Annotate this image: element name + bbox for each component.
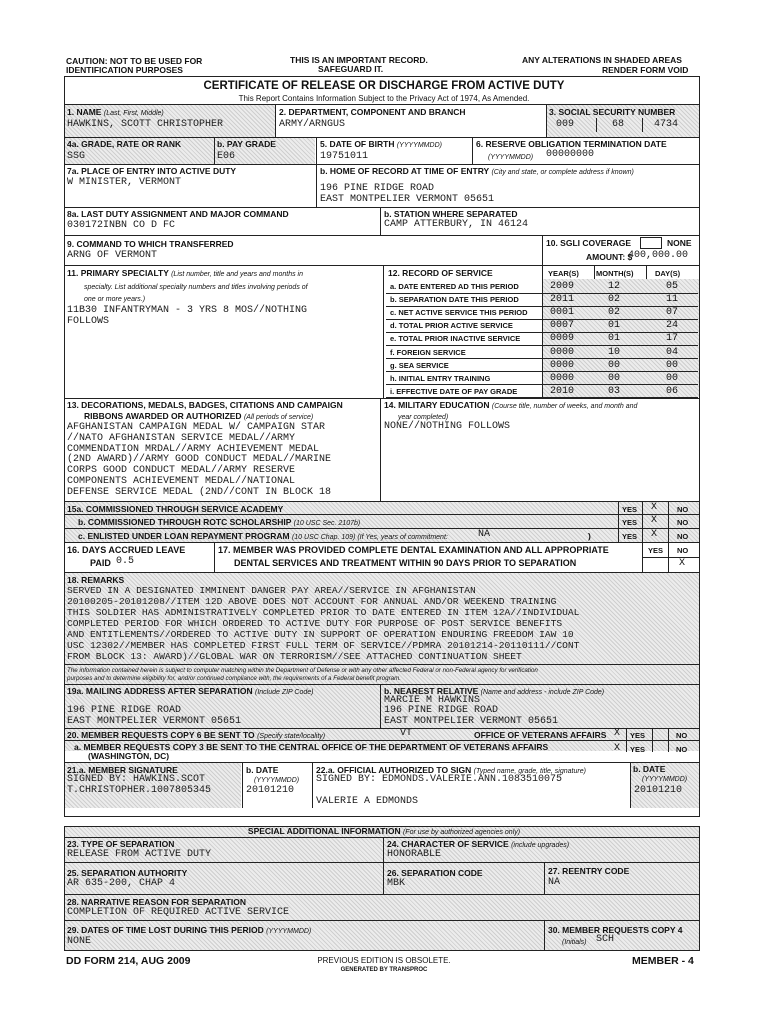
record-row [386,346,698,358]
field-8a-label: 8a. LAST DUTY ASSIGNMENT AND MAJOR COMMAND [67,209,289,219]
time-lost-value: NONE [67,936,92,947]
record-row [386,385,698,397]
remarks-line: AND ENTITLEMENTS//ORDERED TO ACTIVE DUTY IN SUPPORT OF OPERATION ENDURING FREEDOM IAW 10 [67,629,574,640]
field-23-label: 23. TYPE OF SEPARATION [67,839,175,849]
field-10-label: 10. SGLI COVERAGE [546,238,632,248]
date-of-birth-value: 19751011 [320,151,369,162]
record-row-months: 12 [608,281,621,292]
field-1-label: 1. NAME (Last, First, Middle) [67,107,164,117]
sgli-none-label: NONE [667,238,692,248]
record-row [386,372,698,384]
grade-value: SSG [67,151,86,162]
record-row-years: 0000 [550,372,575,384]
field-11-hint-2: specialty. List additional specialty numbers and titles involving periods of [84,284,308,291]
record-row [386,319,698,331]
special-info-header: SPECIAL ADDITIONAL INFORMATION (For use by authorized agencies only) [247,826,521,836]
computer-matching-notice-1: The information contained herein is subject to computer matching within the Department of Defense or with any other affected Federal or non-Federal agency for verification [67,667,538,674]
alterations-line-1: ANY ALTERATIONS IN SHADED AREAS [522,55,682,65]
department-value: ARMY/ARNGUS [279,119,346,130]
field-12-label: 12. RECORD OF SERVICE [388,268,493,278]
field-3-label: 3. SOCIAL SECURITY NUMBER [549,107,676,117]
separation-code-value: MBK [387,878,406,889]
decoration-line: AFGHANISTAN CAMPAIGN MEDAL W/ CAMPAIGN STAR [67,422,326,433]
type-of-separation-value: RELEASE FROM ACTIVE DUTY [67,849,212,860]
record-row-years: 2010 [550,385,575,397]
field-28-label: 28. NARRATIVE REASON FOR SEPARATION [67,897,246,907]
field-29-label: 29. DATES OF TIME LOST DURING THIS PERIOD (YYYYMMDD) [67,925,312,935]
remarks-line: THIS SOLDIER HAS ADMINISTRATIVELY COMPLETED PRIOR TO DATE ENTERED IN ITEM 12A//INDIVIDUAL [67,607,580,618]
record-row-days: 04 [666,346,679,358]
decoration-line: (2ND AWARD)//ARMY GOOD CONDUCT MEDAL//MARINE [67,454,332,466]
sgli-amount-value: 400,000.00 [628,250,689,261]
field-21b-hint: (YYYYMMDD) [254,777,300,784]
remarks-line: SERVED IN A DESIGNATED IMMINENT DANGER PAY AREA//SERVICE IN AFGHANISTAN [67,585,476,596]
primary-specialty-line-1: 11B30 INFANTRYMAN - 3 YRS 8 MOS//NOTHING [67,305,308,316]
record-row-days: 00 [666,359,679,371]
20a-yes-label: YES [630,745,646,754]
field-14-hint-2: year completed) [398,414,449,421]
last-duty-assignment-value: 030172INBN CO D FC [67,220,176,231]
member-signature-line-1: SIGNED BY: HAWKINS.SCOT [67,774,206,785]
record-row-months: 01 [608,333,621,345]
record-row-years: 0009 [550,333,575,345]
field-27-label: 27. REENTRY CODE [548,866,630,876]
official-signature-line-1: SIGNED BY: EDMONDS.VALERIE.ANN.1083510075 [316,774,563,785]
official-signature-line-2: VALERIE A EDMONDS [316,796,419,807]
record-row [386,293,698,305]
mailing-address-line-2: EAST MONTPELIER VERMONT 05651 [67,716,242,727]
record-row [386,332,698,344]
record-row-months: 02 [608,307,621,319]
record-row-label: g. SEA SERVICE [390,360,449,370]
15c-x-mark: X [651,529,658,540]
15b-x-mark: X [651,515,658,526]
member-signature-date: 20101210 [246,785,295,796]
field-19a-label: 19a. MAILING ADDRESS AFTER SEPARATION (Include ZIP Code) [67,686,314,696]
record-row-label: i. EFFECTIVE DATE OF PAY GRADE [390,386,518,396]
20-x-mark: X [614,728,621,739]
office-veterans-affairs-label: OFFICE OF VETERANS AFFAIRS [474,730,607,740]
caution-line-2: IDENTIFICATION PURPOSES [66,65,183,75]
command-transferred-value: ARNG OF VERMONT [67,250,158,261]
sgli-none-checkbox [640,237,662,249]
field-14-label: 14. MILITARY EDUCATION (Course title, number of weeks, and month and [384,400,638,410]
decoration-line: DEFENSE SERVICE MEDAL (2ND//CONT IN BLOCK 18 [67,486,332,498]
record-row-label: b. SEPARATION DATE THIS PERIOD [390,295,519,305]
field-18-label: 18. REMARKS [67,575,125,585]
nearest-relative-line-1: MARCIE M HAWKINS [384,695,481,706]
record-row [386,306,698,318]
17-yes-label: YES [648,546,664,555]
important-record-line-1: THIS IS AN IMPORTANT RECORD. [290,55,428,65]
record-row-days: 17 [666,333,679,345]
col-day-header: DAY(S) [655,269,681,278]
record-row-years: 2009 [550,281,575,292]
record-row-months: 10 [608,346,621,358]
field-20-label: 20. MEMBER REQUESTS COPY 6 BE SENT TO (Specify state/locality) [67,730,326,740]
15a-yes-label: YES [622,505,638,514]
remarks-line: USC 12302//MEMBER HAS COMPLETED FIRST FULL TERM OF SERVICE//PDMRA 20101214-20110111//CONT [67,640,580,651]
home-of-record-line-2: EAST MONTPELIER VERMONT 05651 [320,194,495,205]
nearest-relative-line-3: EAST MONTPELIER VERMONT 05651 [384,716,559,727]
field-17-line-2: DENTAL SERVICES AND TREATMENT WITHIN 90 DAYS PRIOR TO SEPARATION [234,558,577,568]
15c-no-label: NO [677,532,689,541]
pay-grade-value: E06 [217,151,236,162]
record-row-months: 03 [608,385,621,397]
loan-commitment-value: NA [478,529,491,540]
privacy-act-note: This Report Contains Information Subject to the Privacy Act of 1974, As Amended. [238,94,530,103]
17-x-mark: X [679,558,686,569]
ssn-part-1: 009 [556,119,575,130]
field-30-label: 30. MEMBER REQUESTS COPY 4 [548,925,683,935]
field-6-hint: (YYYYMMDD) [488,154,534,161]
record-row-years: 0000 [550,346,575,358]
station-separated-value: CAMP ATTERBURY, IN 46124 [384,219,529,230]
15b-yes-label: YES [622,518,638,527]
computer-matching-notice-2: purposes and to determine eligibility for, and/or continued compliance with, the requirements of a Federal benefit program. [67,675,401,682]
mailing-address-line-1: 196 PINE RIDGE ROAD [67,705,182,716]
ssn-part-2: 68 [612,119,625,130]
place-of-entry-value: W MINISTER, VERMONT [67,177,182,188]
field-22b-label: b. DATE [633,764,666,774]
record-row-label: h. INITIAL ENTRY TRAINING [390,373,491,383]
field-21b-label: b. DATE [246,765,279,775]
copy-4-initials-value: SCH [596,934,615,945]
15b-no-label: NO [677,518,689,527]
15c-yes-label: YES [622,532,638,541]
previous-edition-note: PREVIOUS EDITION IS OBSOLETE. [317,956,451,965]
field-15c-label: c. ENLISTED UNDER LOAN REPAYMENT PROGRAM (10 USC Chap. 109) (If Yes, years of commitment: [78,531,448,541]
sgli-amount-label: AMOUNT: $ [586,252,633,262]
remarks-line: FROM BLOCK 13: AWARD)//GLOBAL WAR ON TERRORISM//SEE ATTACHED CONTINUATION SHEET [67,651,522,662]
field-11-label: 11. PRIMARY SPECIALTY (List number, title and years and months in [67,268,303,278]
record-row [386,280,698,292]
decoration-line: CORPS GOOD CONDUCT MEDAL//ARMY RESERVE [67,465,296,477]
loan-commitment-close: ) [588,531,591,541]
field-21a-label: 21.a. MEMBER SIGNATURE [67,765,178,775]
decoration-line: //NATO AFGHANISTAN SERVICE MEDAL//ARMY [67,432,296,444]
record-row-years: 0001 [550,307,575,319]
record-row-years: 2011 [550,294,575,306]
field-22b-hint: (YYYYMMDD) [642,776,688,783]
record-row-days: 11 [666,294,679,306]
generated-by-note: GENERATED BY TRANSPROC [340,967,428,973]
field-20a-line-1: a. MEMBER REQUESTS COPY 3 BE SENT TO THE CENTRAL OFFICE OF THE DEPARTMENT OF VETERANS AFFAIRS [74,742,549,752]
field-8b-label: b. STATION WHERE SEPARATED [384,209,518,219]
field-26-label: 26. SEPARATION CODE [387,868,483,878]
record-row-label: d. TOTAL PRIOR ACTIVE SERVICE [390,321,513,331]
field-20a-line-2: (WASHINGTON, DC) [88,751,170,761]
official-signature-date: 20101210 [634,785,683,796]
field-7a-label: 7a. PLACE OF ENTRY INTO ACTIVE DUTY [67,166,237,176]
field-13-label-1: 13. DECORATIONS, MEDALS, BADGES, CITATIONS AND CAMPAIGN [67,400,343,410]
record-row-days: 06 [666,385,679,397]
decoration-line: COMPONENTS ACHIEVEMENT MEDAL//NATIONAL [67,476,296,487]
field-11-hint-3: one or more years.) [84,296,146,303]
field-15a-label: 15a. COMMISSIONED THROUGH SERVICE ACADEMY [67,504,284,514]
record-row [386,359,698,371]
record-row-days: 05 [666,281,679,292]
field-30-hint: (Initials) [562,939,587,946]
20a-no-label: NO [676,745,688,754]
reentry-code-value: NA [548,877,561,888]
record-row-months: 00 [608,372,621,384]
character-of-service-value: HONORABLE [387,849,442,860]
record-row-label: c. NET ACTIVE SERVICE THIS PERIOD [390,308,528,318]
field-16-label: 16. DAYS ACCRUED LEAVE [67,545,186,555]
field-22a-label: 22.a. OFFICIAL AUTHORIZED TO SIGN (Typed name, grade, title, signature) [316,765,586,775]
narrative-reason-value: COMPLETION OF REQUIRED ACTIVE SERVICE [67,907,290,918]
remarks-line: COMPLETED PERIOD FOR WHICH ORDERED TO ACTIVE DUTY FOR PURPOSE OF POST SERVICE BENEFITS [67,618,563,629]
15a-x-mark: X [651,502,658,513]
record-row-label: e. TOTAL PRIOR INACTIVE SERVICE [390,334,521,344]
name-value: HAWKINS, SCOTT CHRISTOPHER [67,119,224,130]
field-25-label: 25. SEPARATION AUTHORITY [67,868,188,878]
17-no-label: NO [677,546,689,555]
accrued-leave-value: 0.5 [116,556,135,567]
field-15b-label: b. COMMISSIONED THROUGH ROTC SCHOLARSHIP (10 USC Sec. 2107b) [78,517,361,527]
important-record-line-2: SAFEGUARD IT. [318,64,384,74]
field-5-label: 5. DATE OF BIRTH (YYYYMMDD) [320,139,442,149]
military-education-value: NONE//NOTHING FOLLOWS [384,421,511,432]
15a-no-label: NO [677,505,689,514]
decoration-line: COMMENDATION MRDAL//ARMY ACHIEVEMENT MEDAL [67,443,320,455]
field-13-label-2: RIBBONS AWARDED OR AUTHORIZED (All periods of service) [84,411,314,421]
ssn-part-3: 4734 [654,119,679,130]
20a-x-mark: X [614,743,621,754]
record-row-months: 02 [608,294,621,306]
20-yes-label: YES [630,731,646,740]
record-row-days: 07 [666,307,679,319]
field-7b-label: b. HOME OF RECORD AT TIME OF ENTRY (City and state, or complete address if known) [320,166,634,176]
col-year-header: YEAR(S) [548,269,579,278]
field-6-label: 6. RESERVE OBLIGATION TERMINATION DATE [476,139,667,149]
member-signature-line-2: T.CHRISTOPHER.1007805345 [67,785,212,796]
field-4b-label: b. PAY GRADE [217,139,276,149]
field-9-label: 9. COMMAND TO WHICH TRANSFERRED [67,239,234,249]
home-of-record-line-1: 196 PINE RIDGE ROAD [320,183,435,194]
caution-line-1: CAUTION: NOT TO BE USED FOR [66,56,203,66]
record-row-days: 00 [666,372,679,384]
record-row-months: 01 [608,320,621,332]
col-month-header: MONTH(S) [596,269,634,278]
copy-6-state-value: VT [400,728,413,739]
record-row-months: 00 [608,359,621,371]
form-title: CERTIFICATE OF RELEASE OR DISCHARGE FROM ACTIVE DUTY [203,80,565,92]
20-no-label: NO [676,731,688,740]
form-number: DD FORM 214, AUG 2009 [66,955,191,967]
record-row-years: 0007 [550,320,575,332]
reserve-termination-value: 00000000 [546,149,595,160]
field-2-label: 2. DEPARTMENT, COMPONENT AND BRANCH [279,107,466,117]
alterations-line-2: RENDER FORM VOID [602,65,689,75]
field-24-label: 24. CHARACTER OF SERVICE (include upgrades) [387,839,570,849]
record-row-years: 0000 [550,359,575,371]
nearest-relative-line-2: 196 PINE RIDGE ROAD [384,705,499,716]
record-row-days: 24 [666,320,679,332]
member-copy-number: MEMBER - 4 [632,955,694,967]
separation-authority-value: AR 635-200, CHAP 4 [67,878,176,889]
remarks-line: 20100205-20101208//ITEM 12D ABOVE DOES NOT ACCOUNT FOR ANNUAL AND/OR WEEKEND TRAINING [67,596,557,607]
record-row-label: f. FOREIGN SERVICE [390,347,466,357]
primary-specialty-line-2: FOLLOWS [67,316,110,327]
field-4a-label: 4a. GRADE, RATE OR RANK [67,139,182,149]
field-16-paid-label: PAID [90,558,111,568]
field-19b-label: b. NEAREST RELATIVE (Name and address - include ZIP Code) [384,686,605,696]
field-17-line-1: 17. MEMBER WAS PROVIDED COMPLETE DENTAL EXAMINATION AND ALL APPROPRIATE [218,545,609,555]
record-row-label: a. DATE ENTERED AD THIS PERIOD [390,282,519,291]
